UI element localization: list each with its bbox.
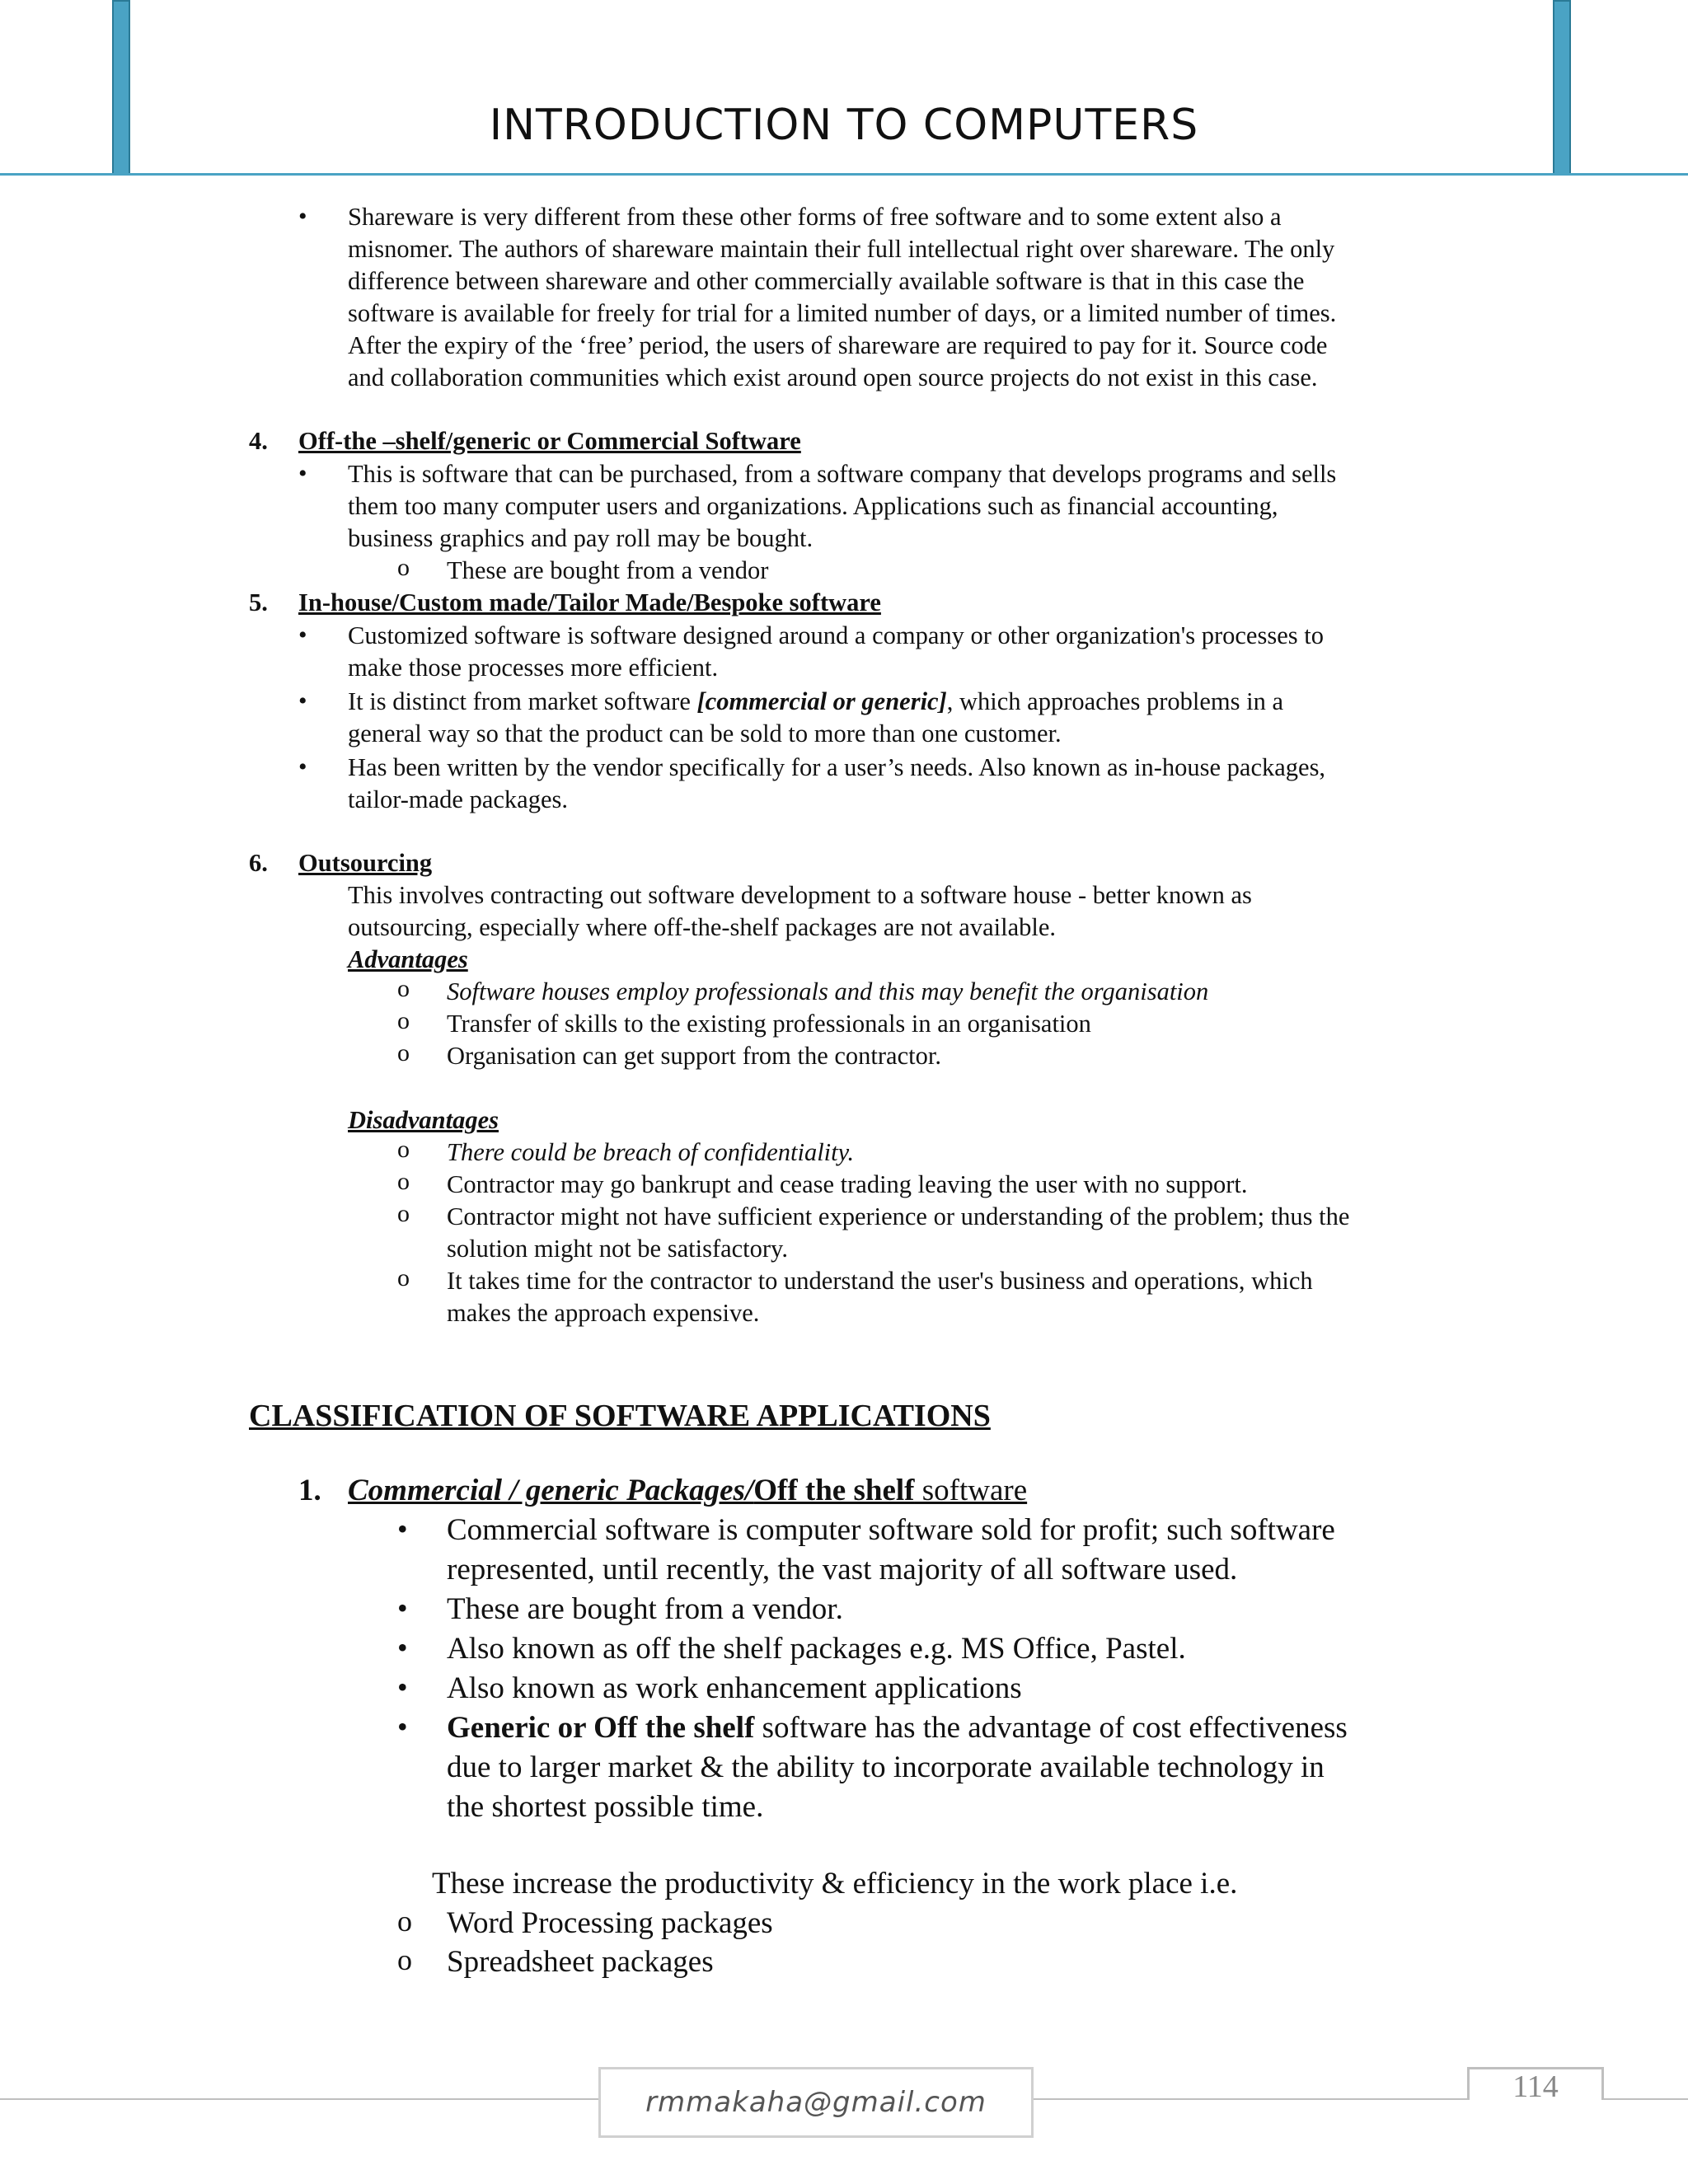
section-heading: Outsourcing xyxy=(298,849,433,877)
disadvantage-item: Contractor might not have sufficient experience or understanding of the problem; thus the xyxy=(447,1202,1350,1230)
bullet-icon: • xyxy=(397,1512,408,1545)
sub-bullet-icon: o xyxy=(397,1264,410,1291)
footer-email-box xyxy=(598,2067,1034,2138)
bullet-icon: • xyxy=(298,753,307,780)
classification-bullet: Also known as work enhancement applications xyxy=(447,1671,1022,1705)
sub-bullet-icon: o xyxy=(397,1168,410,1195)
package-item: Spreadsheet packages xyxy=(447,1945,714,1979)
disadvantage-item: makes the approach expensive. xyxy=(447,1299,760,1327)
classification-bullet: Commercial software is computer software sold for profit; such software xyxy=(447,1513,1335,1547)
footer-email: rmmakaha@gmail.com xyxy=(645,2086,987,2119)
section-number: 5. xyxy=(249,588,268,616)
bullet-icon: • xyxy=(298,687,307,715)
sub-bullet-icon: o xyxy=(397,554,410,581)
shareware-line: Shareware is very different from these other forms of free software and to some extent also a xyxy=(348,203,1282,231)
shareware-line: difference between shareware and other commercially available software is that in this case the xyxy=(348,267,1305,295)
sub-bullet-icon: o xyxy=(397,1200,410,1227)
classification-bullet: due to larger market & the ability to incorporate available technology in xyxy=(447,1750,1325,1784)
sub-bullet-icon: o xyxy=(397,1007,410,1034)
advantage-item: Organisation can get support from the contractor. xyxy=(447,1042,941,1070)
classification-bullet: Also known as off the shelf packages e.g. MS Office, Pastel. xyxy=(447,1632,1186,1666)
advantage-item: Software houses employ professionals and this may benefit the organisation xyxy=(447,977,1209,1005)
sub-bullet-icon: o xyxy=(397,975,410,1002)
classification-bullet: Generic or Off the shelf software has the advantage of cost effectiveness xyxy=(447,1711,1348,1745)
bullet-icon: • xyxy=(298,621,307,649)
bullet-icon: • xyxy=(397,1710,408,1743)
disadvantage-item: Contractor may go bankrupt and cease trading leaving the user with no support. xyxy=(447,1170,1248,1198)
body-line: This is software that can be purchased, from a software company that develops programs and sells xyxy=(348,460,1337,488)
classification-bullet: represented, until recently, the vast majority of all software used. xyxy=(447,1553,1238,1586)
classification-heading: CLASSIFICATION OF SOFTWARE APPLICATIONS xyxy=(249,1399,991,1433)
sub-item: These are bought from a vendor xyxy=(447,556,769,584)
sub-bullet-icon: o xyxy=(397,1039,410,1066)
disadvantage-item: solution might not be satisfactory. xyxy=(447,1235,788,1263)
list-number: 1. xyxy=(298,1474,321,1507)
disadvantage-item: It takes time for the contractor to understand the user's business and operations, which xyxy=(447,1267,1313,1295)
classification-bullet: the shortest possible time. xyxy=(447,1790,764,1824)
bullet-icon: • xyxy=(397,1631,408,1664)
section-heading: Off-the –shelf/generic or Commercial Software xyxy=(298,427,801,455)
shareware-line: After the expiry of the ‘free’ period, the users of shareware are required to pay for it. Source code xyxy=(348,331,1328,359)
shareware-line: software is available for freely for trial for a limited number of days, or a limited number of times. xyxy=(348,299,1337,327)
advantages-heading: Advantages xyxy=(348,945,468,973)
advantage-item: Transfer of skills to the existing professionals in an organisation xyxy=(447,1010,1091,1038)
body-line: make those processes more efficient. xyxy=(348,654,719,682)
sub-bullet-icon: o xyxy=(397,1943,412,1976)
body-line: Has been written by the vendor specifically for a user’s needs. Also known as in-house packages, xyxy=(348,753,1326,781)
body-line: business graphics and pay roll may be bought. xyxy=(348,524,814,552)
productivity-text: These increase the productivity & efficiency in the work place i.e. xyxy=(432,1867,1238,1900)
section-number: 4. xyxy=(249,427,268,455)
section-heading: In-house/Custom made/Tailor Made/Bespoke software xyxy=(298,588,881,616)
page-number: 114 xyxy=(1512,2069,1559,2104)
bullet-icon: • xyxy=(397,1671,408,1704)
header-rule xyxy=(0,173,1688,176)
bullet-icon: • xyxy=(397,1591,408,1624)
disadvantages-heading: Disadvantages xyxy=(348,1106,499,1134)
body-line: them too many computer users and organizations. Applications such as financial accounting, xyxy=(348,492,1278,520)
classification-bullet: These are bought from a vendor. xyxy=(447,1592,843,1626)
body-line: This involves contracting out software development to a software house - better known as xyxy=(348,881,1252,909)
sub-bullet-icon: o xyxy=(397,1905,412,1938)
shareware-line: misnomer. The authors of shareware maintain their full intellectual right over shareware. The only xyxy=(348,235,1335,263)
body-line: Customized software is software designed around a company or other organization's processes to xyxy=(348,621,1324,649)
body-line: outsourcing, especially where off-the-shelf packages are not available. xyxy=(348,913,1057,941)
body-line: tailor-made packages. xyxy=(348,785,568,813)
section-number: 6. xyxy=(249,849,268,877)
body-line: general way so that the product can be sold to more than one customer. xyxy=(348,719,1062,748)
body-line: It is distinct from market software [commercial or generic], which approaches problems in a xyxy=(348,687,1283,715)
sub-bullet-icon: o xyxy=(397,1136,410,1163)
shareware-line: and collaboration communities which exist around open source projects do not exist in this case. xyxy=(348,363,1318,391)
classification-item-title: Commercial / generic Packages/Off the shelf software xyxy=(348,1474,1028,1507)
package-item: Word Processing packages xyxy=(447,1906,773,1940)
page-title: INTRODUCTION TO COMPUTERS xyxy=(489,101,1199,150)
bullet-icon: • xyxy=(298,460,307,487)
bullet-icon: • xyxy=(298,203,307,230)
disadvantage-item: There could be breach of confidentiality. xyxy=(447,1138,855,1166)
